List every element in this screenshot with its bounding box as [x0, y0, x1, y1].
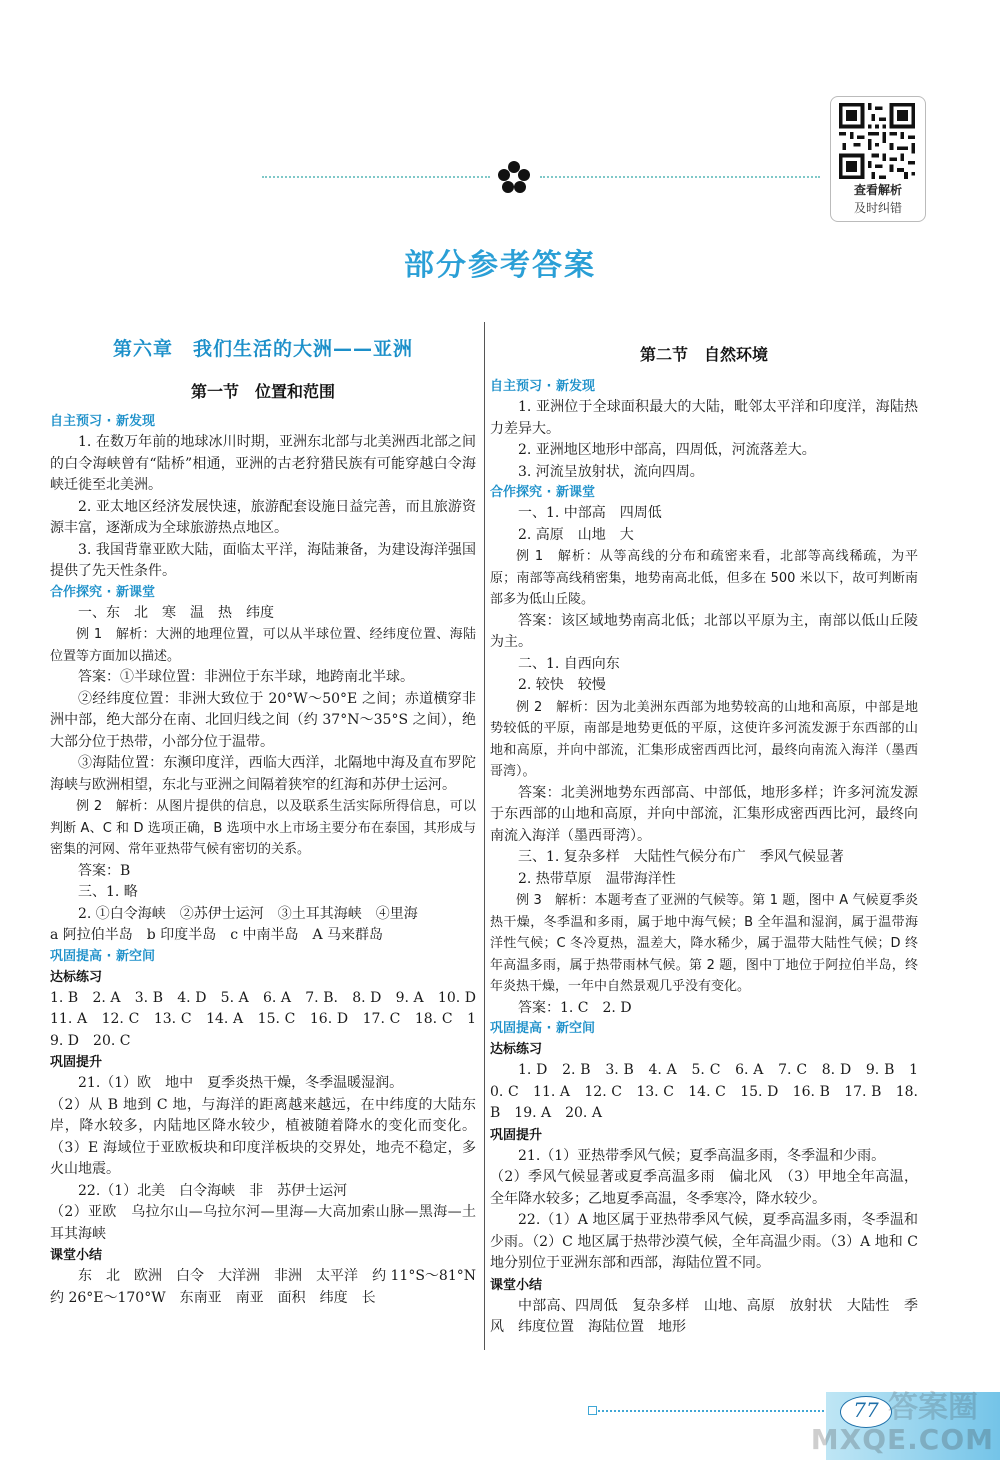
- page-title: 部分参考答案: [404, 248, 596, 283]
- example-analysis: 例 2 解析：从图片提供的信息，以及联系生活实际所得信息，可以判断 A、C 和 D 选项正确，B 选项中水上市场主要分布在泰国，其形成与密集的河网、常年亚热带气候有密切的关系。: [50, 799, 476, 857]
- answer-line: 2. 亚太地区经济发展快速，旅游配套设施日益完善，而且旅游资源丰富，逐渐成为全球旅游热点地区。: [50, 498, 476, 536]
- ornament-line-left: [262, 176, 490, 178]
- example-analysis: 例 1 解析：大洲的地理位置，可以从半球位置、经纬度位置、海陆位置等方面加以描述。: [50, 627, 476, 664]
- answer-line: 答案：该区域地势南高北低；北部以平原为主，南部以低山丘陵为主。: [490, 612, 918, 650]
- answer-line: 1. 在数万年前的地球冰川时期，亚洲东北部与北美洲西北部之间的白令海峡曾有“陆桥”相通，亚洲的古老狩猎民族有可能穿越白令海峡迁徙至北美洲。: [50, 434, 476, 493]
- answer-line: 中部高、四周低 复杂多样 山地、高原 放射状 大陆性 季风 纬度位置 海陆位置 地形: [490, 1297, 918, 1335]
- qr-caption-correct-errors: 及时纠错: [853, 201, 902, 215]
- subsection-heading: 巩固提高 · 新空间: [490, 1021, 595, 1036]
- exercise-heading: 巩固提升: [50, 1055, 103, 1070]
- subsection-heading: 自主预习 · 新发现: [490, 379, 595, 394]
- answer-line: a 阿拉伯半岛 b 印度半岛 c 中南半岛 A 马来群岛: [50, 927, 384, 943]
- subsection-heading: 合作探究 · 新课堂: [490, 485, 595, 500]
- qr-code-panel[interactable]: [830, 96, 926, 222]
- answer-line: 东 北 欧洲 白令 大洋洲 非洲 太平洋 约 11°S～81°N 约 26°E～170°W 东南亚 南亚 面积 纬度 长: [50, 1268, 490, 1306]
- left-answer-list: [50, 412, 490, 1309]
- answer-line: ③海陆位置：东濒印度洋，西临大西洋，北隔地中海及直布罗陀海峡与欧洲相望，东北与亚洲之间隔着狭窄的红海和苏伊士运河。: [50, 755, 476, 793]
- answer-line: （2）亚欧 乌拉尔山—乌拉尔河—里海—大高加索山脉—黑海—土耳其海峡: [50, 1204, 476, 1242]
- answer-line: 一、东 北 寒 温 热 纬度: [78, 604, 274, 621]
- flower-ornament-icon: [494, 158, 534, 198]
- answer-line: （2）从 B 地到 C 地，与海洋的距离越来越远，在中纬度的大陆东岸，降水较多，内陆地区降水较少，植被随着降水的变化而变化。（3）E 海域位于亚欧板块和印度洋板块的交界处，地壳不稳定，多火山地震。: [50, 1096, 476, 1177]
- exercise-heading: 巩固提升: [490, 1127, 543, 1143]
- exercise-heading: 达标练习: [50, 969, 103, 985]
- answer-line: 三、1. 复杂多样 大陆性气候分布广 季风气候显著: [518, 849, 844, 865]
- example-analysis: 例 1 解析：从等高线的分布和疏密来看，北部等高线稀疏，为平原；南部等高线稍密集，地势南高北低，但多在 500 米以下，故可判断南部多为低山丘陵。: [490, 549, 918, 607]
- ornament-line-right: [540, 176, 820, 178]
- answer-line: 2. 较快 较慢: [518, 677, 606, 693]
- answer-line: 答案：北美洲地势东西部高、中部低，地形多样；许多河流发源于东西部的山地和高原，并向中部流，汇集形成密西西比河，最终向南流入海洋（墨西哥湾）。: [490, 784, 918, 844]
- answer-line: 22.（1）A 地区属于亚热带季风气候，夏季高温多雨，冬季温和少雨。（2）C 地区属于热带沙漠气候，全年高温少雨。（3）A 地和 C 地分别位于亚洲东部和西部，海陆位置不同。: [490, 1212, 918, 1271]
- answer-line: 答案：①半球位置：非洲位于东半球，地跨南北半球。: [78, 669, 414, 685]
- right-answer-list: [490, 377, 918, 1339]
- answer-line: （2）季风气候显著或夏季高温多雨 偏北风 （3）甲地全年高温，全年降水较多；乙地夏季高温，冬季寒冷，降水较少。: [490, 1169, 918, 1207]
- watermark-site: MXQE.COM: [810, 1423, 994, 1456]
- example-analysis: 例 2 解析：因为北美洲东西部为地势较高的山地和高原，中部是地势较低的平原，南部是地势更低的平原，这使许多河流发源于东西部的山地和高原，并向中部流，汇集形成密西西比河，最终向南流入海洋（墨西哥湾）。: [490, 699, 918, 779]
- footer-dotted-line: [598, 1410, 824, 1412]
- answer-line: 2. 热带草原 温带海洋性: [518, 870, 676, 887]
- answer-line: 答案：1. C 2. D: [518, 999, 632, 1016]
- answer-line: 一、1. 中部高 四周低: [518, 505, 662, 521]
- qr-code-icon[interactable]: [839, 103, 915, 179]
- answer-line: 21.（1）亚热带季风气候；夏季高温多雨，冬季温和少雨。: [518, 1147, 886, 1164]
- subsection-heading: 巩固提高 · 新空间: [50, 948, 155, 964]
- answer-line: 1. B 2. A 3. B 4. D 5. A 6. A 7. B. 8. D 9. A 10. D 11. A 12. C 13. C 14. A 15. C 16. D 17. C 18. C 19. D 20. C: [50, 989, 490, 1049]
- answer-line: 2. ①白令海峡 ②苏伊士运河 ③土耳其海峡 ④里海: [78, 905, 418, 922]
- exercise-heading: 课堂小结: [50, 1248, 103, 1263]
- watermark-logo-text: 答案圈: [888, 1390, 978, 1425]
- exercise-heading: 课堂小结: [490, 1277, 543, 1293]
- exercise-heading: 达标练习: [490, 1042, 543, 1057]
- answer-line: 3. 我国背靠亚欧大陆，面临太平洋，海陆兼备，为建设海洋强国提供了先天性条件。: [50, 541, 476, 579]
- answer-line: 1. 亚洲位于全球面积最大的大陆，毗邻太平洋和印度洋，海陆热力差异大。: [490, 399, 918, 437]
- section-title-right: 第二节 自然环境: [639, 345, 768, 364]
- right-column: [490, 330, 918, 1339]
- subsection-heading: 自主预习 · 新发现: [50, 414, 155, 429]
- left-column: [50, 330, 490, 1309]
- column-divider: [484, 322, 485, 1350]
- footer-square-icon: [588, 1406, 597, 1415]
- answer-line: 2. 高原 山地 大: [518, 526, 634, 543]
- answer-line: 3. 河流呈放射状，流向四周。: [518, 463, 704, 480]
- answer-line: 22.（1）北美 白令海峡 非 苏伊士运河: [78, 1182, 348, 1199]
- answer-line: 答案：B: [78, 862, 131, 879]
- answer-line: ②经纬度位置：非洲大致位于 20°W～50°E 之间；赤道横穿非洲中部，绝大部分在南、北回归线之间（约 37°N～35°S 之间），绝大部分位于热带，小部分位于温带。: [50, 690, 476, 750]
- qr-caption-view-analysis: 查看解析: [853, 183, 902, 197]
- answer-line: 1. D 2. B 3. B 4. A 5. C 6. A 7. C 8. D 9. B 10. C 11. A 12. C 13. C 14. C 15. D 16. B 17. B 18. B 19. A 20. A: [490, 1062, 918, 1121]
- section-title-left: 第一节 位置和范围: [190, 382, 335, 401]
- example-analysis: 例 3 解析：本题考查了亚洲的气候等。第 1 题，图中 A 气候夏季炎热干燥，冬季温和多雨，属于地中海气候；B 全年温和湿润，属于温带海洋性气候；C 冬冷夏热，温差大，降水稀少，属于温带大陆性气候；D 终年高温多雨，属于热带雨林气候。第 2 题，图中丁地位于阿拉伯半岛，终年炎热干燥，一年中自然景观几乎没有变化。: [490, 893, 918, 994]
- answer-line: 二、1. 自西向东: [518, 655, 620, 672]
- answer-line: 三、1. 略: [78, 884, 138, 900]
- subsection-heading: 合作探究 · 新课堂: [50, 584, 155, 600]
- answer-line: 2. 亚洲地区地形中部高，四周低，河流落差大。: [518, 442, 816, 458]
- answer-line: 21.（1）欧 地中 夏季炎热干燥，冬季温暖湿润。: [78, 1075, 404, 1091]
- chapter-title: 第六章 我们生活的大洲——亚洲: [112, 338, 413, 360]
- page-number: 77: [853, 1398, 879, 1422]
